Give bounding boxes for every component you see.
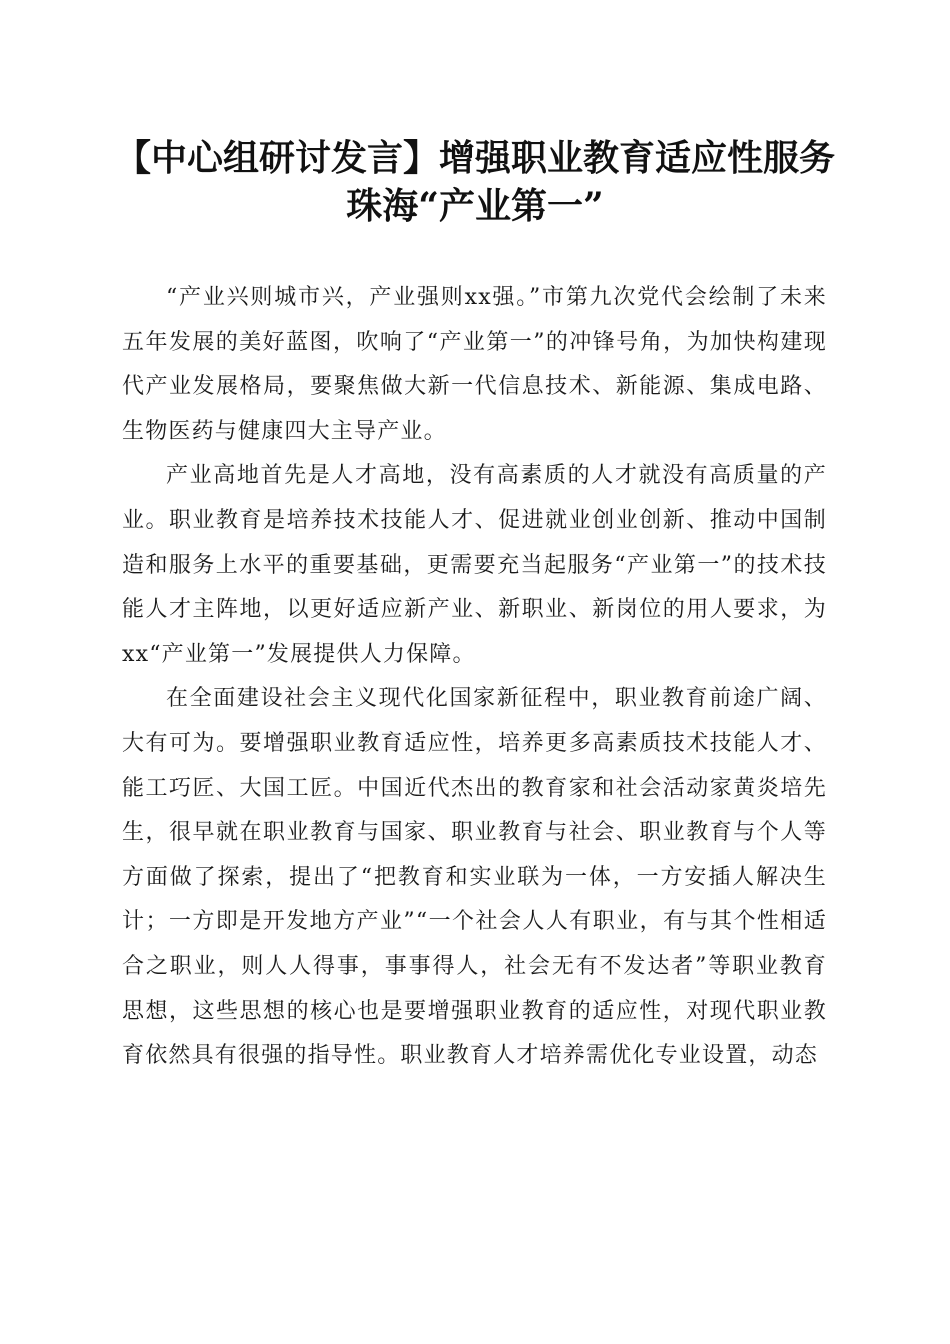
paragraph-1: “产业兴则城市兴，产业强则xx强。”市第九次党代会绘制了未来五年发展的美好蓝图，吹响了“产业第一”的冲锋号角，为加快构建现代产业发展格局，要聚焦做大新一代信息技术、新能源、集成电路、生物医药与健康四大主导产业。	[122, 285, 827, 444]
paragraph-2: 产业高地首先是人才高地，没有高素质的人才就没有高质量的产业。职业教育是培养技术技能人才、促进就业创业创新、推动中国制造和服务上水平的重要基础，更需要充当起服务“产业第一”的技术技能人才主阵地，以更好适应新产业、新职业、新岗位的用人要求，为xx“产业第一”发展提供人力保障。	[122, 463, 827, 667]
paragraph-3: 在全面建设社会主义现代化国家新征程中，职业教育前途广阔、大有可为。要增强职业教育适应性，培养更多高素质技术技能人才、能工巧匠、大国工匠。中国近代杰出的教育家和社会活动家黄炎培先生，很早就在职业教育与国家、职业教育与社会、职业教育与个人等方面做了探索，提出了“把教育和实业联为一体，一方安插人解决生计；一方即是开发地方产业”“一个社会人人有职业，有与其个性相适合之职业，则人人得事，事事得人，社会无有不发达者”等职业教育思想，这些思想的核心也是要增强职业教育的适应性，对现代职业教育依然具有很强的指导性。职业教育人才培养需优化专业设置，动态	[122, 686, 827, 1069]
document-body	[122, 276, 827, 1079]
title-line-2: 珠海“产业第一”	[346, 185, 604, 227]
document-title	[100, 134, 850, 230]
title-line-1: 【中心组研讨发言】增强职业教育适应性服务	[114, 137, 835, 179]
